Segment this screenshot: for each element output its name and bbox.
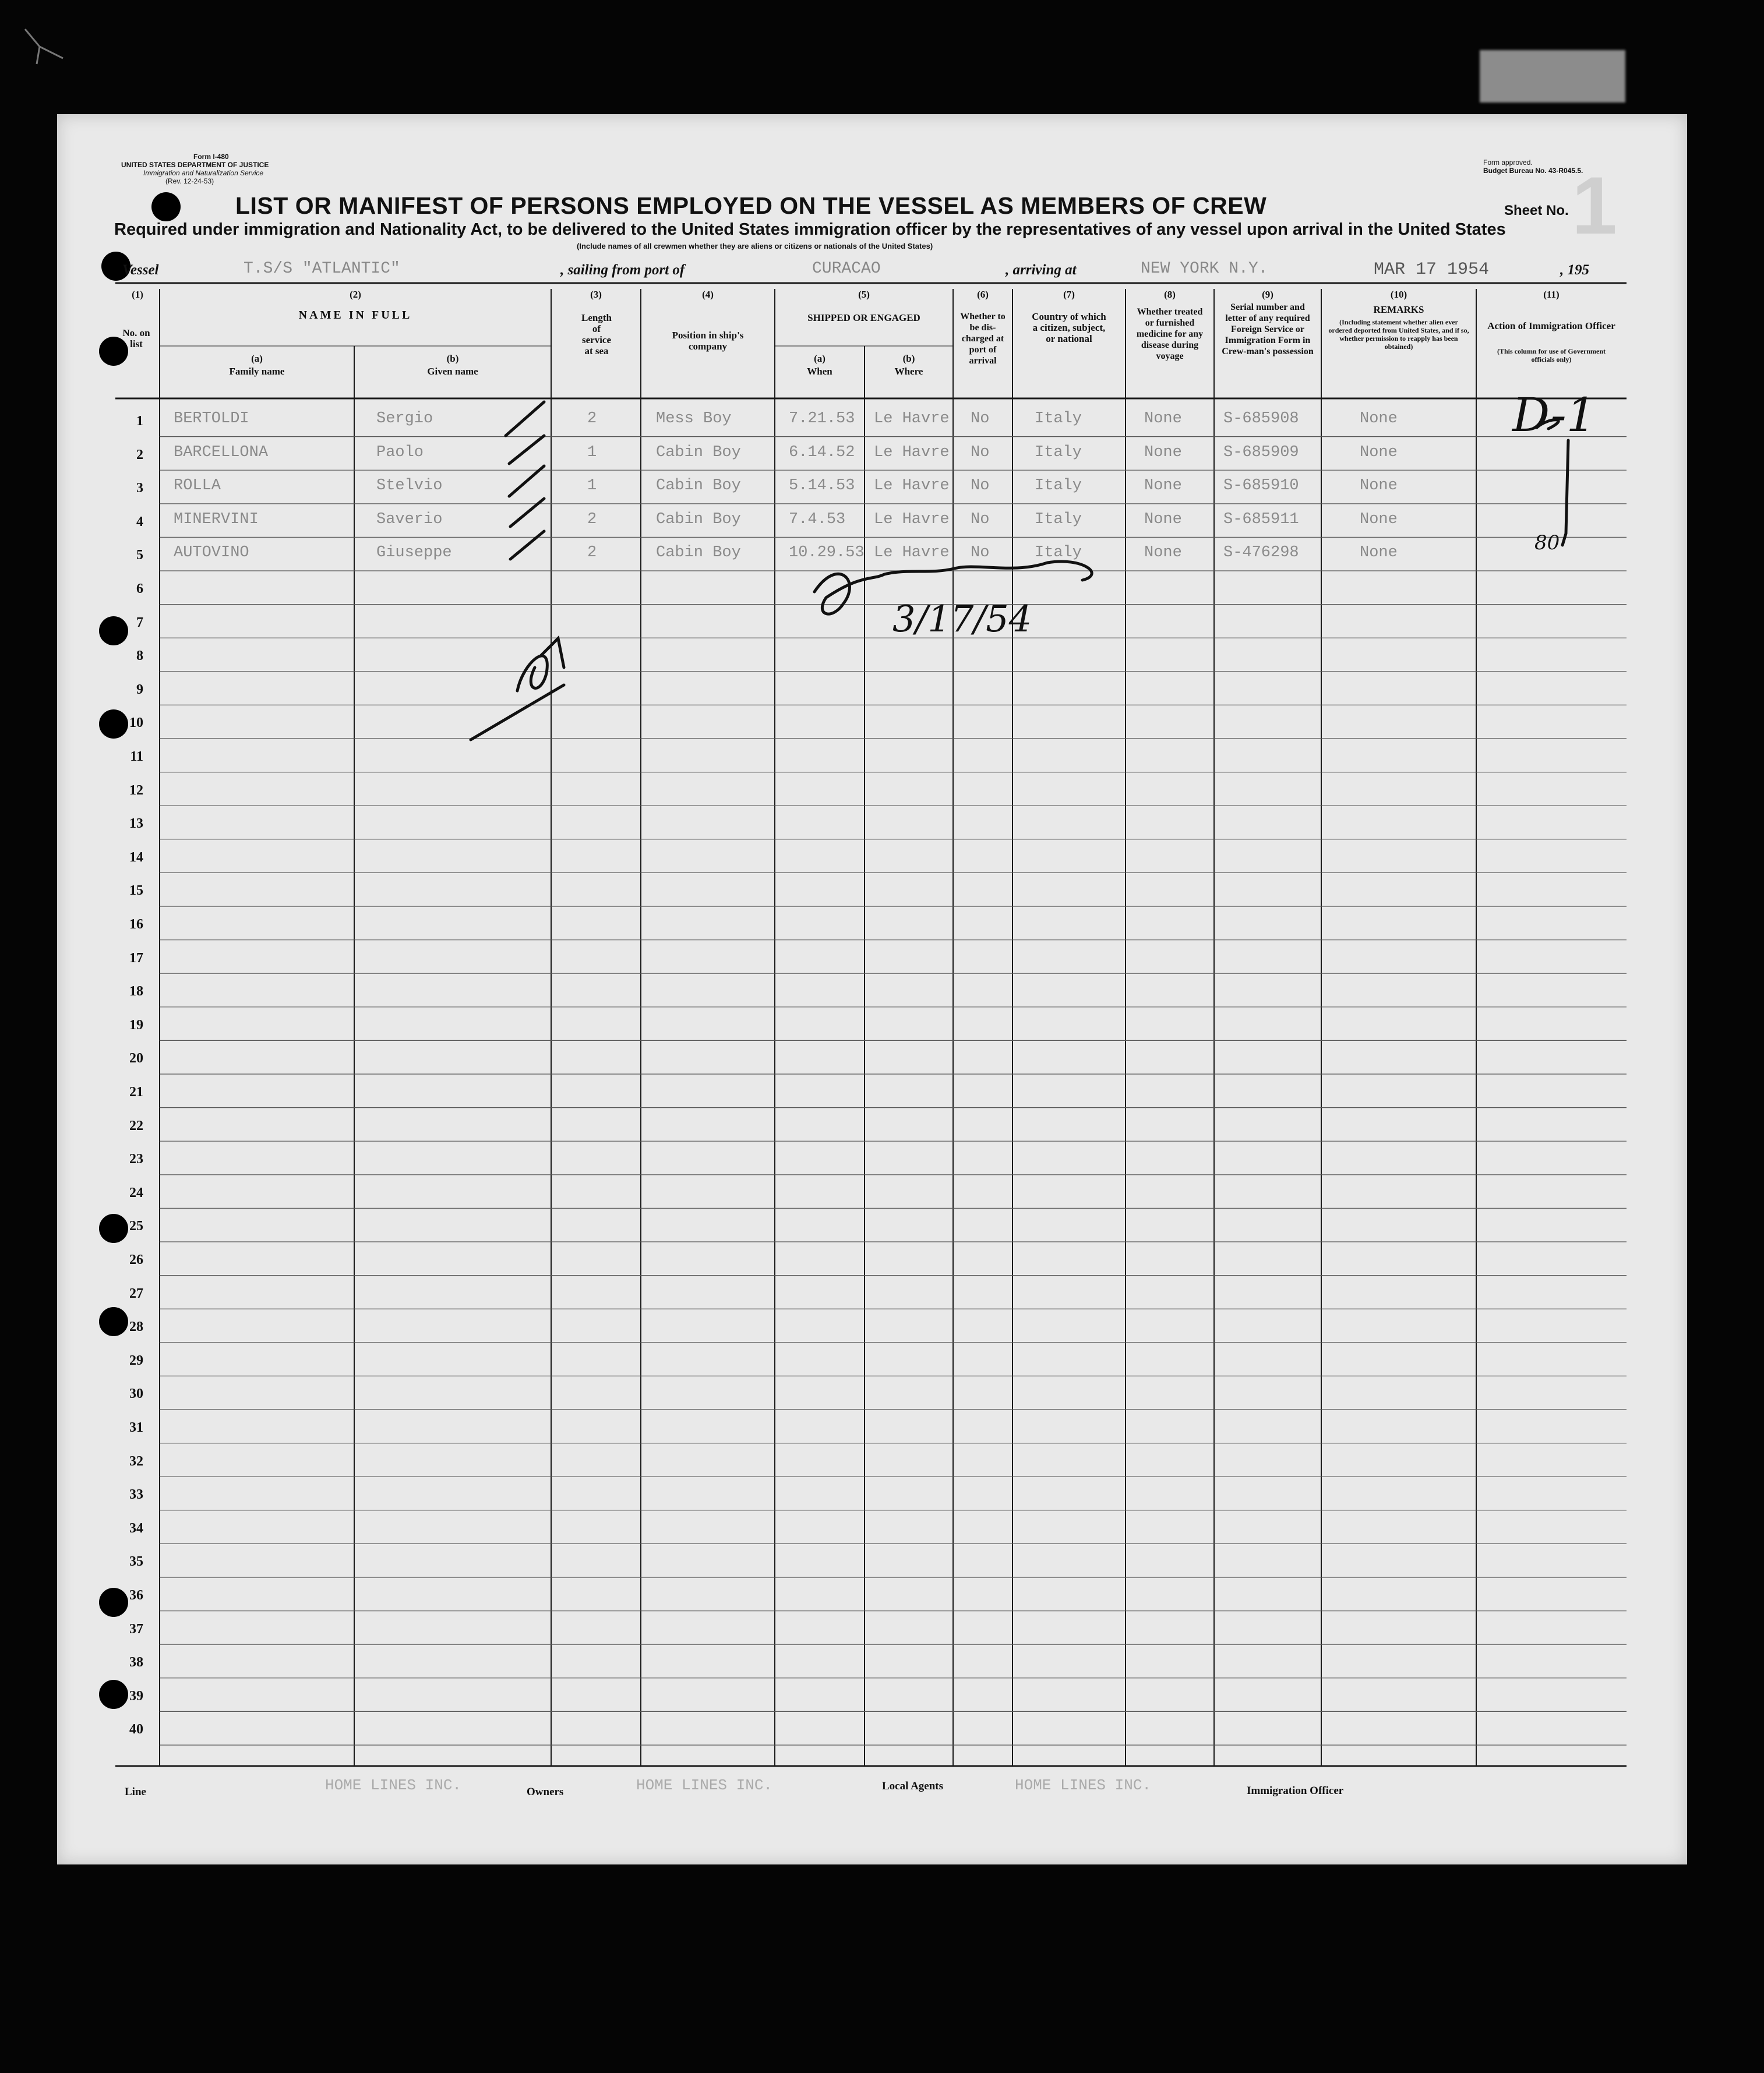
remarks-cell: None — [1360, 477, 1398, 495]
col2a-label: Family name — [229, 366, 285, 377]
sailing-port-value: CURACAO — [812, 260, 881, 278]
manifest-sheet — [57, 114, 1687, 1864]
discharged-cell: No — [971, 443, 990, 461]
owners-value: HOME LINES INC. — [636, 1777, 773, 1794]
year-label: , 195 — [1560, 262, 1589, 278]
medicine-cell: None — [1144, 410, 1182, 428]
col2b-letter: (b) — [446, 353, 459, 364]
col10-note: (Including statement whether alien ever ordered deported from United States, and if so, whether permission to reapply has been obtained) — [1328, 318, 1469, 351]
shipped-where-cell: Le Havre — [874, 477, 950, 495]
col11-number: (11) — [1543, 289, 1560, 300]
col10-number: (10) — [1390, 289, 1407, 300]
position-cell: Cabin Boy — [656, 544, 741, 562]
given-name-cell: Paolo — [376, 443, 424, 461]
local-agents-value: HOME LINES INC. — [1015, 1777, 1152, 1794]
row-number: 15 — [129, 883, 143, 899]
given-name-cell: Sergio — [376, 410, 433, 428]
country-cell: Italy — [1035, 443, 1082, 461]
col1-label: No. on list — [122, 327, 150, 349]
service-length-cell: 2 — [587, 544, 597, 562]
form-number: Form I-480 — [193, 153, 229, 161]
owners-label: Owners — [527, 1786, 564, 1798]
discharged-cell: No — [971, 477, 990, 495]
remarks-cell: None — [1360, 443, 1398, 461]
row-number: 33 — [129, 1487, 143, 1503]
col9-number: (9) — [1262, 289, 1273, 300]
position-cell: Cabin Boy — [656, 443, 741, 461]
col5a-label: When — [807, 366, 832, 377]
budget-bureau-line: Budget Bureau No. 43-R045.5. — [1483, 167, 1583, 175]
position-cell: Cabin Boy — [656, 510, 741, 528]
approval-line: Form approved. — [1483, 158, 1533, 167]
position-cell: Mess Boy — [656, 410, 732, 428]
col5-label: SHIPPED OR ENGAGED — [807, 312, 920, 323]
family-name-cell: BERTOLDI — [174, 410, 249, 428]
given-name-cell: Giuseppe — [376, 544, 452, 562]
row-number: 29 — [129, 1352, 143, 1368]
col3-number: (3) — [590, 289, 602, 300]
arriving-port-value: NEW YORK N.Y. — [1141, 260, 1268, 278]
row-number: 22 — [129, 1118, 143, 1133]
tape-patch — [1480, 50, 1625, 103]
position-cell: Cabin Boy — [656, 477, 741, 495]
family-name-cell: MINERVINI — [174, 510, 259, 528]
vessel-label: Vessel — [122, 262, 159, 278]
row-number: 10 — [129, 715, 143, 731]
medicine-cell: None — [1144, 443, 1182, 461]
sailing-label: , sailing from port of — [560, 262, 685, 278]
sheet-number: 1 — [1572, 160, 1617, 251]
country-cell: Italy — [1035, 477, 1082, 495]
country-cell: Italy — [1035, 544, 1082, 562]
serial-number-cell: S-685910 — [1223, 477, 1299, 495]
col5a-letter: (a) — [814, 353, 825, 364]
shipped-when-cell: 5.14.53 — [789, 477, 855, 495]
family-name-cell: ROLLA — [174, 477, 221, 495]
col4-label: Position in ship's company — [672, 330, 744, 352]
discharged-cell: No — [971, 544, 990, 562]
checkmark — [509, 466, 544, 496]
row-number: 31 — [129, 1420, 143, 1435]
row-number: 6 — [136, 581, 143, 596]
signature-date-handwritten: 3/17/54 — [892, 598, 1032, 640]
serial-number-cell: S-685909 — [1223, 443, 1299, 461]
arrival-date-value: MAR 17 1954 — [1374, 260, 1490, 280]
arriving-label: , arriving at — [1006, 262, 1077, 278]
row-number: 16 — [129, 917, 143, 932]
scan-corner-mark — [22, 23, 75, 70]
row-number: 1 — [136, 414, 143, 429]
col11-note: (This column for use of Government officials only) — [1497, 347, 1606, 363]
form-note: (Include names of all crewmen whether they are aliens or citizens or nationals of the United States) — [577, 242, 933, 250]
serial-number-cell: S-685908 — [1223, 410, 1299, 428]
action-note-handwritten: 80 — [1534, 531, 1560, 555]
remarks-cell: None — [1360, 410, 1398, 428]
row-number: 30 — [129, 1386, 143, 1402]
family-name-cell: BARCELLONA — [174, 443, 269, 461]
shipped-where-cell: Le Havre — [874, 443, 950, 461]
medicine-cell: None — [1144, 477, 1182, 495]
country-cell: Italy — [1035, 510, 1082, 528]
row-number: 40 — [129, 1722, 143, 1737]
row-number: 24 — [129, 1185, 143, 1200]
service-name: Immigration and Naturalization Service — [143, 169, 264, 177]
local-agents-label: Local Agents — [882, 1780, 944, 1792]
line-value: HOME LINES INC. — [325, 1777, 462, 1794]
serial-number-cell: S-476298 — [1223, 544, 1299, 562]
row-number: 34 — [129, 1520, 143, 1536]
service-length-cell: 1 — [587, 477, 597, 495]
remarks-cell: None — [1360, 544, 1398, 562]
row-number: 32 — [129, 1453, 143, 1469]
family-name-cell: AUTOVINO — [174, 544, 249, 562]
col2-label: NAME IN FULL — [298, 309, 412, 322]
form-subtitle: Required under immigration and Nationality Act, to be delivered to the United States immigration officer by the representatives of any vessel upon arrival in the United States — [114, 220, 1506, 239]
row-number: 20 — [129, 1051, 143, 1066]
medicine-cell: None — [1144, 544, 1182, 562]
discharged-cell: No — [971, 510, 990, 528]
action-stroke — [1562, 440, 1568, 545]
department-name: UNITED STATES DEPARTMENT OF JUSTICE — [121, 161, 269, 169]
row-number: 3 — [136, 481, 143, 496]
row-number: 27 — [129, 1286, 143, 1301]
col11-label: Action of Immigration Officer — [1487, 320, 1615, 331]
service-length-cell: 1 — [587, 443, 597, 461]
action-code-handwritten: D-1 — [1512, 388, 1596, 442]
row-number: 26 — [129, 1252, 143, 1267]
col9-label: Serial number and letter of any required Foreign Service or Immigration Form in Crew-man's possession — [1222, 302, 1314, 356]
shipped-where-cell: Le Havre — [874, 510, 950, 528]
checkmark — [510, 499, 544, 527]
row-number: 35 — [129, 1554, 143, 1570]
row-number: 28 — [129, 1319, 143, 1335]
row-number: 4 — [136, 514, 143, 529]
shipped-when-cell: 6.14.52 — [789, 443, 855, 461]
row-number: 9 — [136, 681, 143, 697]
handwriting-layer — [57, 114, 1687, 1864]
col3-label: Length of service at sea — [581, 312, 612, 356]
col7-label: Country of which a citizen, subject, or national — [1032, 311, 1106, 344]
row-number: 23 — [129, 1152, 143, 1167]
row-number: 21 — [129, 1085, 143, 1100]
remarks-cell: None — [1360, 510, 1398, 528]
row-number: 2 — [136, 447, 143, 462]
service-length-cell: 2 — [587, 510, 597, 528]
shipped-where-cell: Le Havre — [874, 544, 950, 562]
row-number: 5 — [136, 548, 143, 563]
col5b-label: Where — [894, 366, 923, 377]
row-number: 11 — [130, 749, 143, 764]
col4-number: (4) — [702, 289, 714, 300]
row-number: 19 — [129, 1017, 143, 1033]
row-number: 17 — [129, 950, 143, 966]
col5b-letter: (b) — [902, 353, 915, 364]
row-number: 38 — [129, 1655, 143, 1671]
country-cell: Italy — [1035, 410, 1082, 428]
row-number: 8 — [136, 648, 143, 664]
col1-number: (1) — [132, 289, 143, 300]
medicine-cell: None — [1144, 510, 1182, 528]
shipped-when-cell: 7.21.53 — [789, 410, 855, 428]
col2b-label: Given name — [427, 366, 478, 377]
row-number: 14 — [129, 849, 143, 865]
sheet-label: Sheet No. — [1504, 203, 1569, 218]
form-revision: (Rev. 12-24-53) — [165, 177, 214, 185]
checkmark — [506, 402, 544, 436]
checkmark — [510, 531, 544, 559]
row-number: 37 — [129, 1621, 143, 1637]
col6-label: Whether to be dis-charged at port of arrival — [960, 312, 1006, 366]
row-number: 12 — [129, 782, 143, 798]
row-number: 13 — [129, 816, 143, 832]
row-number: 18 — [129, 984, 143, 1000]
discharged-cell: No — [971, 410, 990, 428]
col7-number: (7) — [1063, 289, 1075, 300]
col8-label: Whether treated or furnished medicine for any disease during voyage — [1136, 307, 1204, 361]
col10-label: REMARKS — [1373, 304, 1424, 315]
row-number: 36 — [129, 1588, 143, 1603]
row-number: 7 — [136, 615, 143, 630]
form-title: LIST OR MANIFEST OF PERSONS EMPLOYED ON THE VESSEL AS MEMBERS OF CREW — [235, 192, 1267, 219]
serial-number-cell: S-685911 — [1223, 510, 1299, 528]
col2-number: (2) — [350, 289, 361, 300]
row-number: 25 — [129, 1219, 143, 1234]
col2a-letter: (a) — [251, 353, 263, 364]
col6-number: (6) — [977, 289, 989, 300]
checkmark — [509, 436, 544, 464]
shipped-when-cell: 7.4.53 — [789, 510, 846, 528]
shipped-where-cell: Le Havre — [874, 410, 950, 428]
given-name-cell: Saverio — [376, 510, 443, 528]
immigration-officer-label: Immigration Officer — [1247, 1785, 1344, 1797]
service-length-cell: 2 — [587, 410, 597, 428]
initials-mark — [471, 638, 564, 740]
col5-number: (5) — [858, 289, 870, 300]
given-name-cell: Stelvio — [376, 477, 443, 495]
col8-number: (8) — [1164, 289, 1176, 300]
line-label: Line — [125, 1786, 146, 1798]
shipped-when-cell: 10.29.53 — [789, 544, 865, 562]
row-number: 39 — [129, 1688, 143, 1704]
vessel-value: T.S/S "ATLANTIC" — [244, 260, 400, 278]
